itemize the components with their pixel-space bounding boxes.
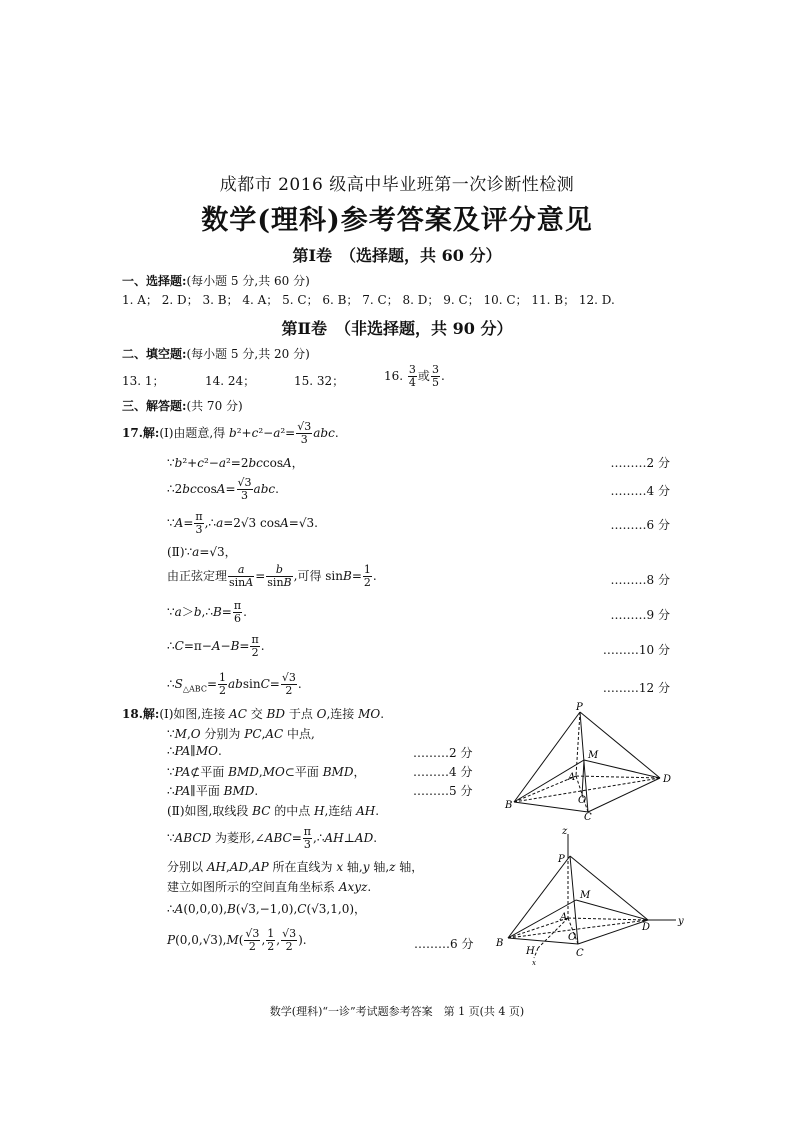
q18-line8: 分别以 AH,AD,AP 所在直线为 x 轴,y 轴,z 轴， — [167, 860, 424, 874]
fig1-label-M: M — [588, 750, 599, 761]
q18-line2: ∵M,O 分别为 PC,AC 中点, — [167, 727, 315, 741]
fig1-label-O: O — [578, 795, 587, 806]
fig1-label-D: D — [663, 774, 672, 785]
page-footer: 数学(理科)“一诊”考试题参考答案 第 1 页(共 4 页) — [269, 1005, 525, 1018]
q17-line6: 由正弦定理 $\frac{a}{\sin A}$ = $\frac{b}{\sin B}$ ,可得 sinB= $\frac{1}{2}$ . — [167, 563, 377, 589]
q18-line3: ∴PA∥MO. — [167, 744, 222, 758]
section2-label: 二、填空题: — [122, 347, 187, 361]
part2-heading: 第Ⅱ卷 （非选择题，共 90 分） — [281, 319, 513, 338]
fig1-label-A: A — [568, 772, 576, 783]
document-title-line1: 成都市 2016 级高中毕业班第一次诊断性检测 — [219, 175, 575, 195]
q18-label: 18.解: — [122, 707, 160, 721]
fig2-label-D: D — [642, 922, 651, 933]
section2-note: (每小题 5 分,共 20 分) — [186, 347, 310, 361]
choice-answers: 1. A； 2. D； 3. B； 4. A； 5. C； 6. B； 7. C； 8. D； 9. C； 10. C； 11. B； 12. D. — [122, 293, 615, 307]
fraction-three-fifths: $\frac{3}{5}$ — [431, 363, 439, 389]
fig2-label-y: y — [678, 916, 684, 927]
pyramid-figure-1 — [500, 700, 690, 820]
q18-line10: ∴A(0,0,0),B(√3,−1,0),C(√3,1,0)， — [167, 902, 367, 916]
q18-score-5: ………5 分 — [413, 784, 473, 798]
section3-header — [122, 397, 243, 414]
section1-header — [122, 272, 310, 289]
q17-line2: ∵b²+c²−a²=2bccosA， — [167, 456, 304, 470]
q18-line9: 建立如图所示的空间直角坐标系 Axyz. — [167, 880, 372, 894]
q18-score-4: ………4 分 — [413, 765, 473, 779]
fig2-label-A: A — [560, 912, 568, 923]
fig2-label-O: O — [568, 932, 577, 943]
q17-label: 17.解: — [122, 426, 160, 440]
fill-answer-13: 13. 1； — [122, 374, 165, 388]
q18-line11: P(0,0,√3),M( $\frac{√3}{2}$ , $\frac{1}{2}$ , $\frac{√3}{2}$ ). — [167, 927, 307, 953]
q17-line8: ∴C=π−A−B= $\frac{\pi}{2}$ . — [167, 633, 265, 659]
q17-line3: ∴2bccosA= $\frac{√3}{3}$ abc. — [167, 476, 279, 502]
q18-score-2: ………2 分 — [413, 746, 473, 760]
q18-line4: ∵PA⊄平面 BMD,MO⊂平面 BMD， — [167, 765, 366, 779]
section1-note: (每小题 5 分,共 60 分) — [186, 274, 310, 288]
section3-note: (共 70 分) — [186, 399, 243, 413]
q18-line7: ∵ABCD 为菱形,∠ABC= $\frac{\pi}{3}$ ,∴AH⊥AD. — [167, 825, 378, 851]
q17-score-12: ………12 分 — [602, 681, 670, 695]
fig1-label-P: P — [576, 702, 583, 713]
fig2-label-x: x — [532, 959, 536, 966]
fig2-label-C: C — [576, 948, 584, 959]
document-title-line2: 数学(理科)参考答案及评分意见 — [201, 205, 593, 236]
fig2-label-M: M — [580, 890, 591, 901]
fig1-label-C: C — [584, 812, 592, 820]
q17-score-6: ………6 分 — [610, 518, 670, 532]
q18-line5: ∴PA∥平面 BMD. — [167, 784, 259, 798]
q17-score-10: ………10 分 — [602, 643, 670, 657]
q17-score-2: ………2 分 — [610, 456, 670, 470]
fig2-label-z: z — [562, 826, 568, 837]
q18-score-6: ………6 分 — [414, 937, 474, 951]
fig2-label-P: P — [558, 854, 565, 865]
q17-score-4: ………4 分 — [610, 484, 670, 498]
fraction-three-quarters: $\frac{3}{4}$ — [408, 363, 416, 389]
q17-line1: 17.解:(Ⅰ)由题意,得 b²+c²−a²= $\frac{√3}{3}$ abc. — [122, 420, 339, 446]
q18-line6: (Ⅱ)如图,取线段 BC 的中点 H,连结 AH. — [167, 804, 380, 818]
section1-label: 一、选择题: — [122, 274, 187, 288]
q17-score-8: ………8 分 — [610, 573, 670, 587]
fig2-label-B: B — [496, 938, 504, 949]
fill-answer-16: 16. $\frac{3}{4}$ 或 $\frac{3}{5}$ . — [384, 363, 445, 389]
section2-header — [122, 345, 310, 362]
q17-line5: (Ⅱ)∵a=√3， — [167, 545, 237, 559]
q17-line4: ∵A= $\frac{\pi}{3}$ ,∴a=2√3 cosA=√3. — [167, 510, 318, 536]
part1-heading: 第Ⅰ卷 （选择题，共 60 分） — [292, 246, 502, 265]
fill-answer-15: 15. 32； — [294, 374, 345, 388]
q18-line1: 18.解:(Ⅰ)如图,连接 AC 交 BD 于点 O,连接 MO. — [122, 707, 385, 721]
section3-label: 三、解答题: — [122, 399, 187, 413]
pyramid-figure-2 — [490, 826, 690, 966]
fill-answer-14: 14. 24； — [205, 374, 256, 388]
q17-line7: ∵a＞b,∴B= $\frac{\pi}{6}$ . — [167, 599, 247, 625]
q17-line9: $\therefore S_{\triangle ABC}=$ $\frac{1}{2}$ absinC= $\frac{√3}{2}$ . — [167, 671, 302, 697]
fig2-label-H: H — [526, 946, 535, 957]
q17-score-9: ………9 分 — [610, 608, 670, 622]
fig1-label-B: B — [505, 800, 513, 811]
